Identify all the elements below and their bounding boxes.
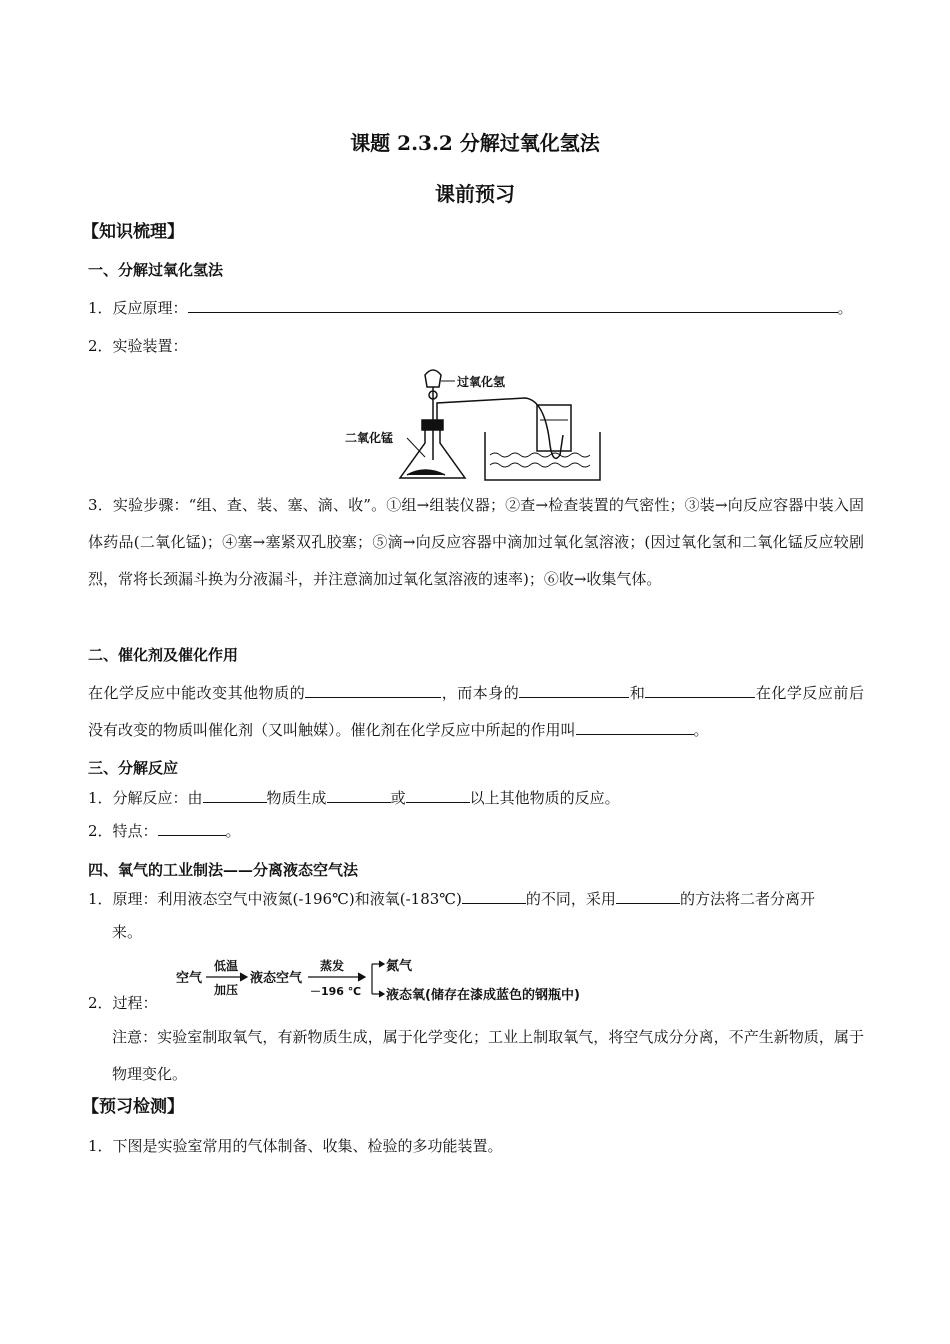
blank-boiling-point[interactable]	[462, 889, 526, 904]
decomp-text-3: 或	[390, 789, 406, 807]
reaction-principle-line	[88, 298, 853, 318]
catalyst-paragraph	[88, 675, 864, 749]
principle-continuation: 来。	[112, 923, 143, 941]
blank-mass[interactable]	[519, 683, 629, 698]
decomp-text-2: 物质生成	[266, 789, 327, 807]
mno2-label: 二氧化锰	[345, 431, 394, 445]
decomp-text-1: 1．分解反应：由	[88, 789, 203, 807]
section-1-title: 一、分解过氧化氢法	[88, 261, 224, 279]
process-label: 2．过程：	[88, 994, 158, 1012]
flow-cond-top: 低温	[214, 959, 239, 973]
principle-text-1: 1．原理：利用液态空气中液氮(-196℃)和液氧(-183℃)	[88, 890, 462, 908]
flow-liquid-oxygen: 液态氧(储存在漆成蓝色的钢瓶中)	[386, 988, 580, 1003]
peroxide-label: 过氧化氢	[457, 375, 506, 389]
blank-method[interactable]	[616, 889, 680, 904]
flow-evap-bottom: －196 ℃	[310, 985, 362, 998]
reaction-principle-blank[interactable]	[188, 298, 838, 313]
decomposition-definition	[88, 788, 620, 808]
section-2-title: 二、催化剂及催化作用	[88, 646, 239, 664]
catalyst-text-3: 和	[629, 684, 646, 702]
flow-air: 空气	[176, 971, 203, 986]
blank-rate[interactable]	[305, 683, 441, 698]
apparatus-label: 2．实验装置：	[88, 337, 188, 355]
feature-label: 2．特点：	[88, 822, 158, 840]
blank-two[interactable]	[327, 788, 391, 803]
principle-text-2: 的不同，采用	[525, 890, 616, 908]
section-4-title: 四、氧气的工业制法——分离液态空气法	[88, 861, 359, 879]
page-subtitle: 课前预习	[435, 182, 515, 206]
flow-cond-bottom: 加压	[214, 983, 239, 997]
process-note: 注意：实验室制取氧气，有新物质生成，属于化学变化；工业上制取氧气，将空气成分分离，不产生新物质，属于物理变化。	[112, 1028, 864, 1083]
industrial-principle	[88, 889, 815, 909]
catalyst-text-5: 。	[693, 721, 709, 739]
period: 。	[225, 822, 241, 840]
flow-nitrogen: 氮气	[386, 959, 413, 974]
flow-liquid-air: 液态空气	[250, 971, 303, 986]
decomposition-feature	[88, 821, 241, 841]
check-question-1: 1．下图是实验室常用的气体制备、收集、检验的多功能装置。	[88, 1137, 503, 1155]
decomp-text-4: 以上其他物质的反应。	[469, 789, 620, 807]
page-title: 课题 2.3.2 分解过氧化氢法	[350, 131, 600, 155]
industrial-flow-diagram	[170, 952, 630, 1008]
blank-property[interactable]	[645, 683, 755, 698]
manganese-dioxide	[407, 470, 445, 475]
catalyst-text-1: 在化学反应中能改变其他物质的	[88, 684, 306, 702]
principle-text-3: 的方法将二者分离开	[679, 890, 815, 908]
separatory-funnel	[425, 370, 441, 387]
blank-one[interactable]	[203, 788, 267, 803]
period: 。	[837, 299, 853, 317]
reaction-principle-label: 1．反应原理：	[88, 299, 188, 317]
blank-catalysis[interactable]	[576, 720, 694, 735]
blank-three[interactable]	[406, 788, 470, 803]
apparatus-diagram	[345, 365, 615, 485]
knowledge-heading: 【知识梳理】	[82, 222, 184, 242]
experiment-steps: 3．实验步骤：“组、查、装、塞、滴、收”。①组→组装仪器；②查→检查装置的气密性；③装→向反应容器中装入固体药品(二氧化锰)；④塞→塞紧双孔胶塞；⑤滴→向反应容器中滴加过氧化氢溶液；(因过氧化氢和二氧化锰反应较剧烈，常将长颈漏斗换为分液漏斗，并注意滴加过氧化氢溶液的速率)；⑥收→收集气体。	[88, 496, 864, 588]
check-heading: 【预习检测】	[82, 1097, 184, 1117]
blank-feature[interactable]	[158, 821, 226, 836]
catalyst-text-2: ，而本身的	[441, 684, 520, 702]
flow-evap-top: 蒸发	[320, 959, 345, 973]
catalyst-text-4: 在化学反应前后没有改变的物质叫催化剂（又叫触媒）。催化剂在化学反应中所起的作用叫	[88, 684, 864, 739]
section-3-title: 三、分解反应	[88, 759, 179, 777]
